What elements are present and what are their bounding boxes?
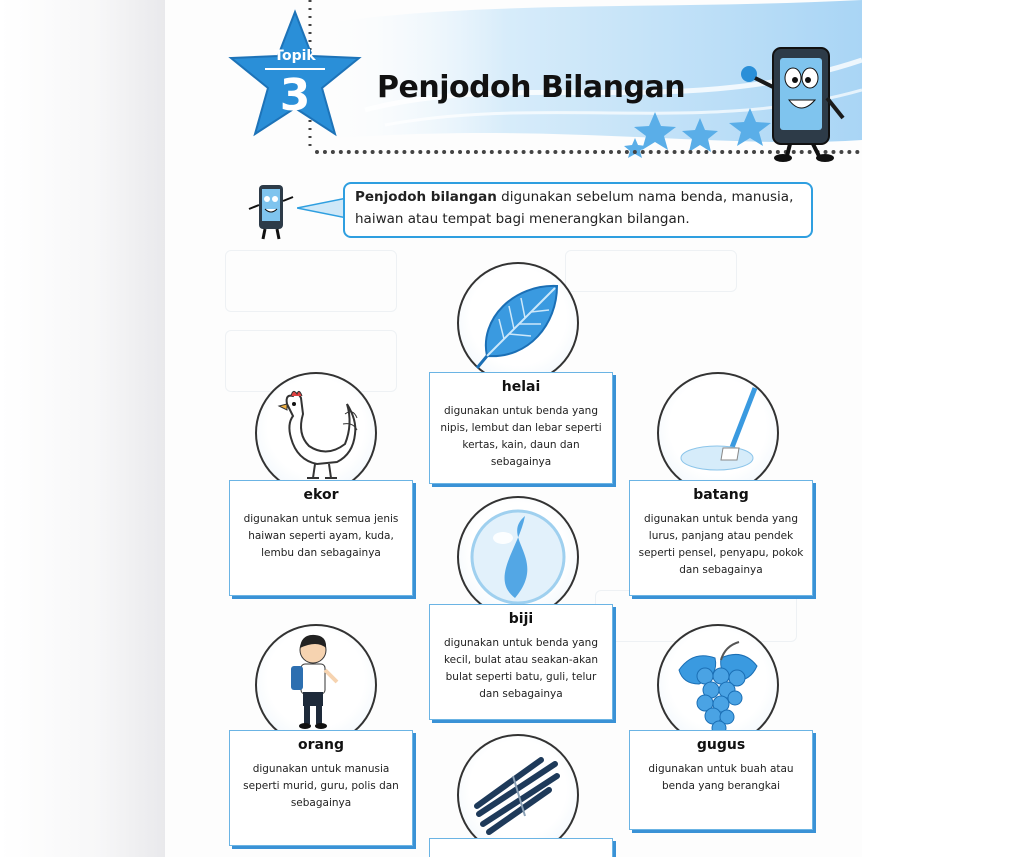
left-page-shadow [0, 0, 165, 857]
card-gugus [629, 730, 813, 830]
mop-icon [659, 374, 777, 492]
card-word: helai [501, 379, 541, 395]
right-margin [862, 0, 1024, 857]
leaf-circle [457, 262, 579, 384]
card-ekor [229, 480, 413, 596]
worksheet-page [165, 0, 862, 857]
card-desc: digunakan untuk buah atau benda yang berangkai [648, 763, 794, 792]
bubble-tail [297, 196, 347, 220]
card-helai [429, 372, 613, 484]
card-word: ekor [303, 487, 339, 503]
bleed-box [225, 250, 397, 312]
card-desc: digunakan untuk manusia seperti murid, guru, polis dan sebagainya [243, 763, 399, 809]
card-word: orang [298, 737, 344, 753]
card-orang [229, 730, 413, 846]
phone-mascot-small-icon [245, 183, 297, 243]
intro-bold: Penjodoh bilangan [355, 189, 497, 205]
card-word: gugus [696, 737, 746, 753]
bleed-box [565, 250, 737, 292]
page-title: Penjodoh Bilangan [377, 70, 686, 105]
card-biji [429, 604, 613, 720]
phone-mascot-icon [735, 38, 855, 163]
boy-icon [257, 626, 375, 744]
marble-circle [457, 496, 579, 618]
card-batang [629, 480, 813, 596]
boy-circle [255, 624, 377, 746]
topic-label: Topik [274, 48, 316, 64]
sticks-icon [459, 736, 577, 854]
card-desc: digunakan untuk benda yang kecil, bulat atau seakan-akan bulat seperti batu, guli, telur dan sebagainya [443, 637, 599, 700]
card-desc: digunakan untuk benda yang nipis, lembut dan lebar seperti kertas, kain, daun dan sebagainya [440, 405, 602, 468]
card-desc: digunakan untuk benda yang lurus, panjang atau pendek seperti pensel, penyapu, pokok dan sebagainya [638, 513, 804, 576]
card-partial [429, 838, 613, 857]
intro-text: digunakan sebelum nama benda, manusia, haiwan atau tempat bagi menerangkan bilangan. [355, 189, 794, 227]
grapes-circle [657, 624, 779, 746]
chicken-circle [255, 372, 377, 494]
intro-bubble [343, 182, 813, 238]
mop-circle [657, 372, 779, 494]
chicken-icon [257, 374, 375, 492]
leaf-icon [459, 264, 577, 382]
card-word: batang [693, 487, 749, 503]
topic-number: 3 [279, 70, 311, 121]
card-desc: digunakan untuk semua jenis haiwan seperti ayam, kuda, lembu dan sebagainya [243, 513, 399, 559]
marble-icon [459, 498, 577, 616]
grapes-icon [659, 626, 777, 744]
topic-badge [225, 8, 365, 148]
card-word: biji [508, 611, 534, 627]
